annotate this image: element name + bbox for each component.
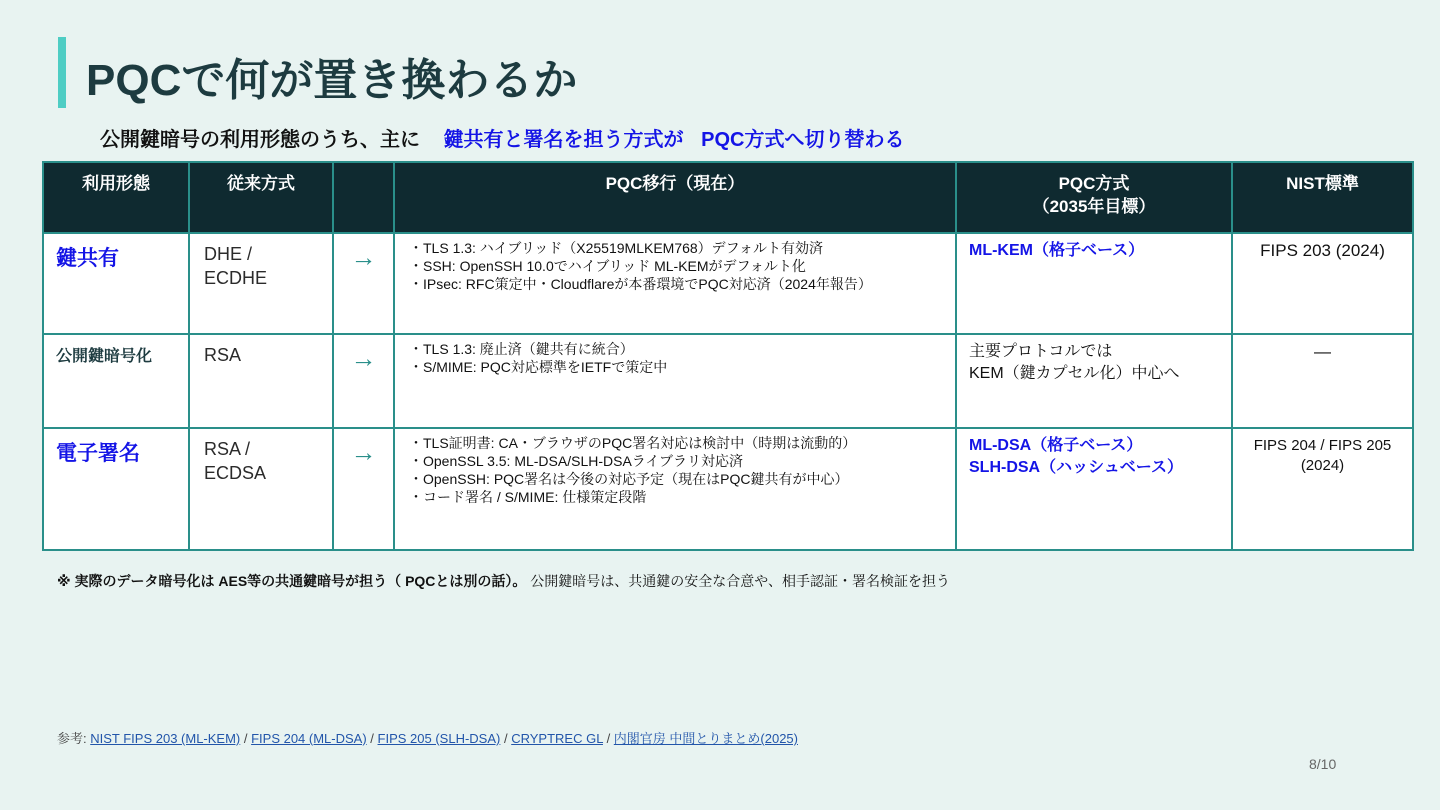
migration-item: ・コード署名 / S/MIME: 仕様策定段階 xyxy=(409,489,647,505)
migration-item: ・TLS証明書: CA・ブラウザのPQC署名対応は検討中（時期は流動的） xyxy=(409,435,857,451)
header-pqc-line2: （2035年目標） xyxy=(1032,197,1156,216)
row-usage: 公開鍵暗号化 xyxy=(43,334,189,428)
ref-link-fips204[interactable]: FIPS 204 (ML-DSA) xyxy=(251,731,367,746)
arrow-icon: → xyxy=(333,428,394,550)
footnote xyxy=(57,571,950,591)
migration-item: ・S/MIME: PQC対応標準をIETFで策定中 xyxy=(409,359,668,375)
row-legacy-line1: RSA xyxy=(204,345,242,365)
table-row xyxy=(43,233,1413,334)
row-migration xyxy=(394,428,956,550)
row-pqc-line1: 主要プロトコルでは xyxy=(969,343,1113,360)
row-nist-value: FIPS 204 / FIPS 205 xyxy=(1253,437,1392,454)
ref-separator: / xyxy=(366,731,378,746)
header-migration: PQC移行（現在） xyxy=(394,162,956,233)
migration-item: ・SSH: OpenSSH 10.0でハイブリッド ML-KEMがデフォルト化 xyxy=(409,258,806,274)
arrow-icon: → xyxy=(333,334,394,428)
row-legacy xyxy=(189,233,333,334)
row-migration xyxy=(394,334,956,428)
row-migration xyxy=(394,233,956,334)
header-pqc-line1: PQC方式 xyxy=(1058,174,1130,193)
row-pqc xyxy=(956,334,1232,428)
header-nist: NIST標準 xyxy=(1232,162,1413,233)
references xyxy=(57,728,798,747)
ref-separator: / xyxy=(240,731,252,746)
row-pqc xyxy=(956,428,1232,550)
page-number: 8/10 xyxy=(1309,756,1337,772)
row-legacy xyxy=(189,428,333,550)
footnote-text: 公開鍵暗号は、共通鍵の安全な合意や、相手認証・署名検証を担う xyxy=(530,573,951,589)
migration-item: ・TLS 1.3: ハイブリッド（X25519MLKEM768）デフォルト有効済 xyxy=(409,240,823,256)
page-title: PQCで何が置き換わるか xyxy=(86,56,578,105)
migration-item: ・TLS 1.3: 廃止済（鍵共有に統合） xyxy=(409,341,634,357)
footnote-bold: ※ 実際のデータ暗号化は AES等の共通鍵暗号が担う（ PQCとは別の話）。 xyxy=(57,573,527,589)
row-legacy xyxy=(189,334,333,428)
table-row xyxy=(43,334,1413,428)
table-row xyxy=(43,428,1413,550)
ref-separator: / xyxy=(602,731,614,746)
row-pqc-line2: SLH-DSA（ハッシュベース） xyxy=(969,459,1183,476)
header-legacy: 従来方式 xyxy=(189,162,333,233)
references-prefix: 参考: xyxy=(57,731,91,746)
row-pqc-line1: ML-KEM（格子ベース） xyxy=(969,242,1145,259)
row-usage: 電子署名 xyxy=(43,428,189,550)
row-nist-value: FIPS 203 (2024) xyxy=(1260,241,1385,260)
pqc-comparison-table xyxy=(42,161,1414,551)
ref-link-fips203[interactable]: NIST FIPS 203 (ML-KEM) xyxy=(90,731,241,746)
table-header-row xyxy=(43,162,1413,233)
ref-link-fips205[interactable]: FIPS 205 (SLH-DSA) xyxy=(377,731,501,746)
subtitle xyxy=(100,123,904,152)
row-usage: 鍵共有 xyxy=(43,233,189,334)
row-legacy-line1: RSA / xyxy=(204,439,251,459)
migration-item: ・OpenSSH: PQC署名は今後の対応予定（現在はPQC鍵共有が中心） xyxy=(409,471,849,487)
header-arrow xyxy=(333,162,394,233)
migration-item: ・IPsec: RFC策定中・Cloudflareが本番環境でPQC対応済（2024年報告） xyxy=(409,276,872,292)
row-pqc-line2: KEM（鍵カプセル化）中心へ xyxy=(969,365,1180,382)
ref-separator: / xyxy=(500,731,512,746)
header-pqc xyxy=(956,162,1232,233)
row-nist-value: — xyxy=(1314,342,1331,361)
arrow-icon: → xyxy=(333,233,394,334)
row-nist xyxy=(1232,428,1413,550)
ref-link-cryptrec[interactable]: CRYPTREC GL xyxy=(511,731,603,746)
row-legacy-line2: ECDHE xyxy=(204,268,268,288)
ref-link-cabinet[interactable]: 内閣官房 中間とりまとめ(2025) xyxy=(613,731,798,746)
row-nist xyxy=(1232,233,1413,334)
title-accent-bar xyxy=(58,37,66,108)
row-nist xyxy=(1232,334,1413,428)
row-nist-year: (2024) xyxy=(1300,457,1345,474)
subtitle-highlight-1: 鍵共有と署名を担う方式が xyxy=(443,129,684,151)
migration-item: ・OpenSSL 3.5: ML-DSA/SLH-DSAライブラリ対応済 xyxy=(409,453,743,469)
row-legacy-line1: DHE / xyxy=(204,244,253,264)
header-usage: 利用形態 xyxy=(43,162,189,233)
row-legacy-line2: ECDSA xyxy=(204,463,267,483)
subtitle-prefix: 公開鍵暗号の利用形態のうち、主に xyxy=(100,129,420,151)
row-pqc xyxy=(956,233,1232,334)
row-pqc-line1: ML-DSA（格子ベース） xyxy=(969,437,1143,454)
subtitle-highlight-2: PQC方式へ切り替わる xyxy=(701,129,905,151)
